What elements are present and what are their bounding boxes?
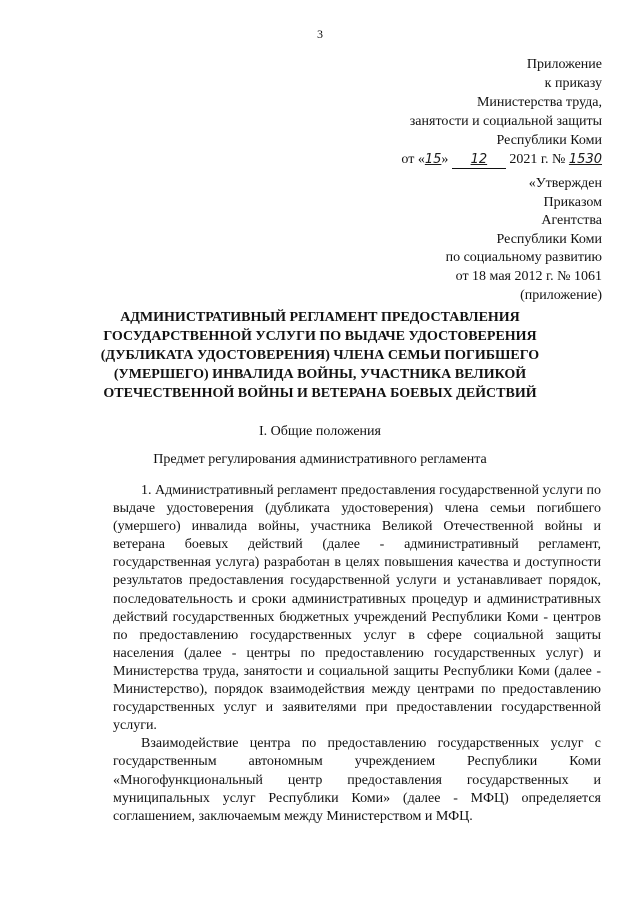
page-number: 3 bbox=[317, 27, 323, 41]
appendix-line: занятости и социальной защиты bbox=[409, 114, 602, 129]
title-line: (УМЕРШЕГО) ИНВАЛИДА ВОЙНЫ, УЧАСТНИКА ВЕЛИКОЙ bbox=[113, 367, 527, 382]
order-day: 15 bbox=[424, 152, 442, 167]
order-number: 1530 bbox=[568, 152, 602, 167]
approved-line: Республики Коми bbox=[496, 231, 602, 247]
appendix-line: Республики Коми bbox=[496, 133, 602, 148]
title-line: ГОСУДАРСТВЕННОЙ УСЛУГИ ПО ВЫДАЧЕ УДОСТОВЕРЕНИЯ bbox=[103, 329, 537, 344]
approved-line: «Утвержден bbox=[528, 176, 602, 191]
appendix-line: Министерства труда, bbox=[476, 95, 602, 110]
approved-line: Приказом bbox=[543, 194, 602, 210]
order-month: 12 bbox=[452, 152, 506, 169]
title-line: (ДУБЛИКАТА УДОСТОВЕРЕНИЯ) ЧЛЕНА СЕМЬИ ПОГИБШЕГО bbox=[100, 348, 540, 363]
approved-line: (приложение) bbox=[520, 287, 602, 303]
order-date-line bbox=[262, 150, 602, 169]
section-heading: I. Общие положения bbox=[259, 424, 381, 439]
appendix-block bbox=[262, 55, 602, 169]
subsection-heading: Предмет регулирования административного регламента bbox=[153, 452, 487, 467]
order-mid: » bbox=[441, 152, 449, 167]
approved-line: Агентства bbox=[541, 213, 602, 229]
approved-block bbox=[262, 175, 602, 305]
approved-line: от 18 мая 2012 г. № 1061 bbox=[455, 268, 602, 284]
title-line: ОТЕЧЕСТВЕННОЙ ВОЙНЫ И ВЕТЕРАНА БОЕВЫХ ДЕЙСТВИЙ bbox=[103, 386, 537, 401]
order-year-text: 2021 г. № bbox=[509, 152, 566, 167]
paragraph: 1. Административный регламент предоставления государственной услуги по выдаче удостоверения (дубликата удостоверения) члена семьи погибшего (умершего) инвалида войны, участника Великой Отечественной войны и ветерана боевых действий (далее - административный регламент, государственная услуга) разработан в целях повышения качества и доступности результатов предоставления государственной услуги и устанавливает порядок, последовательность и сроки административных процедур и административных действий государственных бюджетных учреждений Республики Коми - центров по предоставлению государственных услуг в сфере социальной защиты населения (далее - центры по предоставлению государственных услуг) и Министерства труда, занятости и социальной защиты Республики Коми (далее - Министерство), порядок взаимодействия между центрами по предоставлению государственных услуг и заявителями при предоставлении государственной услуги. bbox=[113, 483, 601, 734]
body-text bbox=[113, 482, 601, 826]
title-line: АДМИНИСТРАТИВНЫЙ РЕГЛАМЕНТ ПРЕДОСТАВЛЕНИЯ bbox=[120, 310, 520, 325]
paragraph: Взаимодействие центра по предоставлению государственных услуг с государственным автономным учреждением Республики Коми «Многофункциональный центр предоставления государственных и муниципальных услуг Республики Коми» (далее - МФЦ) определяется соглашением, заключаемым между Министерством и МФЦ. bbox=[113, 736, 601, 824]
appendix-line: Приложение bbox=[526, 57, 602, 72]
appendix-line: к приказу bbox=[544, 76, 602, 91]
approved-line: по социальному развитию bbox=[445, 250, 602, 266]
order-prefix: от « bbox=[401, 152, 425, 167]
document-title bbox=[100, 308, 540, 403]
